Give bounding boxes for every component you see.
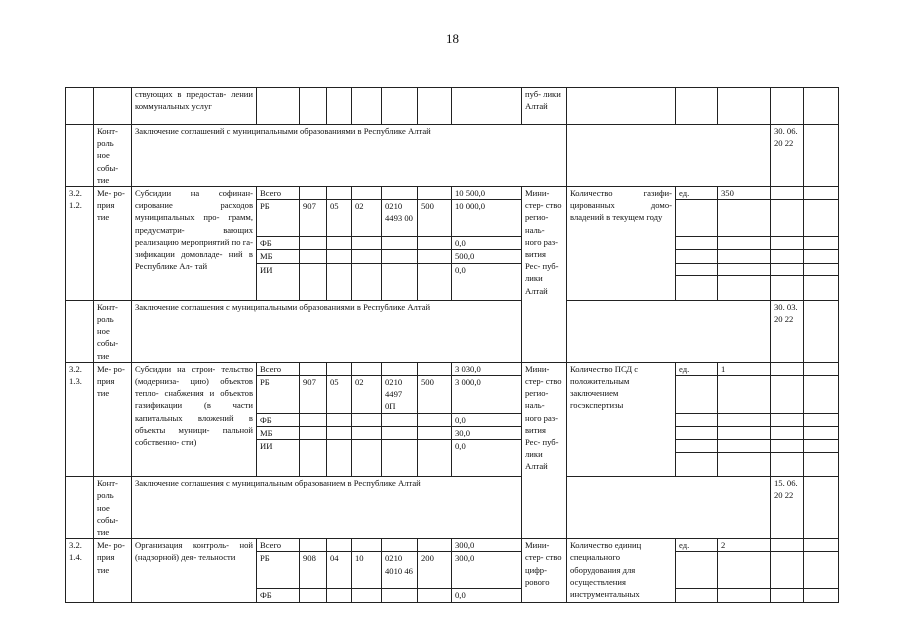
target-cell: 1: [718, 362, 771, 375]
amount-cell: 300,0: [452, 539, 522, 552]
table-row: [66, 125, 839, 187]
amount-cell: 0,0: [452, 589, 522, 602]
vr-cell: 500: [418, 200, 452, 237]
event-description: Заключение соглашения с муниципальными образованиями в Республике Алтай: [132, 300, 522, 362]
table-row: [66, 300, 839, 362]
measure-number: 3.2. 1.4.: [66, 539, 94, 602]
measure-type: Ме- ро- прия тие: [94, 187, 132, 301]
pr-cell: 02: [352, 376, 382, 414]
source-label: МБ: [257, 426, 300, 439]
amount-cell: 500,0: [452, 250, 522, 263]
measure-description: Субсидии на софинан- сирование расходов муниципальных про- грамм, предусматри- вающих реализацию мероприятий по га- зификации домовладе- ний в Республике Ал- тай: [132, 187, 257, 301]
source-label: Всего: [257, 187, 300, 200]
vr-cell: 200: [418, 552, 452, 589]
pr-cell: 02: [352, 200, 382, 237]
amount-cell: 300,0: [452, 552, 522, 589]
csr-cell: 0210 4010 46: [382, 552, 418, 589]
table-row: [66, 88, 839, 125]
source-label: МБ: [257, 250, 300, 263]
cont-description: ствующих в предостав- лении коммунальных услуг: [132, 88, 257, 125]
indicator: Количество газифи- цированных домо- владений в текущем году: [567, 187, 676, 301]
budget-table: [65, 87, 839, 603]
amount-cell: 10 000,0: [452, 200, 522, 237]
pr-cell: 10: [352, 552, 382, 589]
grbs-cell: 907: [300, 376, 327, 414]
executor: Мини- стер- ство цифр- рового: [522, 539, 567, 602]
csr-cell: 0210 4497 0П: [382, 376, 418, 414]
unit-cell: ед.: [676, 187, 718, 200]
unit-cell: ед.: [676, 539, 718, 552]
amount-cell: 0,0: [452, 440, 522, 453]
executor: Мини- стер- ство регио- наль- ного раз- вития Рес- пуб- лики Алтай: [522, 187, 567, 363]
executor: Мини- стер- ство регио- наль- ного раз- вития Рес- пуб- лики Алтай: [522, 362, 567, 538]
grbs-cell: 907: [300, 200, 327, 237]
table-row: [66, 362, 839, 375]
rz-cell: 05: [327, 376, 352, 414]
event-type: Конт- роль ное собы- тие: [94, 300, 132, 362]
csr-cell: 0210 4493 00: [382, 200, 418, 237]
amount-cell: 0,0: [452, 237, 522, 250]
target-cell: 2: [718, 539, 771, 552]
rz-cell: 04: [327, 552, 352, 589]
source-label: РБ: [257, 552, 300, 589]
amount-cell: 30,0: [452, 426, 522, 439]
amount-cell: 0,0: [452, 413, 522, 426]
source-label: ИИ: [257, 263, 300, 276]
measure-number: 3.2. 1.2.: [66, 187, 94, 301]
source-label: ФБ: [257, 413, 300, 426]
measure-type: Ме- ро- прия тие: [94, 362, 132, 476]
measure-number: 3.2. 1.3.: [66, 362, 94, 476]
measure-description: Организация контроль- ной (надзорной) дея- тельности: [132, 539, 257, 602]
unit-cell: ед.: [676, 362, 718, 375]
source-label: РБ: [257, 200, 300, 237]
event-date: 30. 06. 20 22: [771, 125, 804, 187]
source-label: ФБ: [257, 589, 300, 602]
source-label: РБ: [257, 376, 300, 414]
event-description: Заключение соглашений с муниципальными образованиями в Республике Алтай: [132, 125, 567, 187]
table-row: [66, 477, 839, 539]
amount-cell: 0,0: [452, 263, 522, 276]
source-label: ИИ: [257, 440, 300, 453]
cont-executor: пуб- лики Алтай: [522, 88, 567, 125]
table-row: [66, 539, 839, 552]
grbs-cell: 908: [300, 552, 327, 589]
measure-description: Субсидии на строи- тельство (модерниза- цию) объектов тепло- снабжения и объектов газификации (в части капитальных вложений в объекты муници- пальной собственно- сти): [132, 362, 257, 476]
rz-cell: 05: [327, 200, 352, 237]
table-row: [66, 187, 839, 200]
event-date: 15. 06. 20 22: [771, 477, 804, 539]
source-label: Всего: [257, 362, 300, 375]
source-label: Всего: [257, 539, 300, 552]
indicator: Количество единиц специального оборудования для осуществления инструментальных: [567, 539, 676, 602]
target-cell: 350: [718, 187, 771, 200]
measure-type: Ме- ро- прия тие: [94, 539, 132, 602]
vr-cell: 500: [418, 376, 452, 414]
amount-cell: 3 030,0: [452, 362, 522, 375]
event-type: Конт- роль ное собы- тие: [94, 125, 132, 187]
amount-cell: 3 000,0: [452, 376, 522, 414]
event-date: 30. 03. 20 22: [771, 300, 804, 362]
source-label: ФБ: [257, 237, 300, 250]
page-number: 18: [446, 31, 459, 46]
indicator: Количество ПСД с положительным заключением госэкспертизы: [567, 362, 676, 476]
amount-cell: 10 500,0: [452, 187, 522, 200]
event-type: Конт- роль ное собы- тие: [94, 477, 132, 539]
event-description: Заключение соглашения с муниципальным образованием в Республике Алтай: [132, 477, 522, 539]
